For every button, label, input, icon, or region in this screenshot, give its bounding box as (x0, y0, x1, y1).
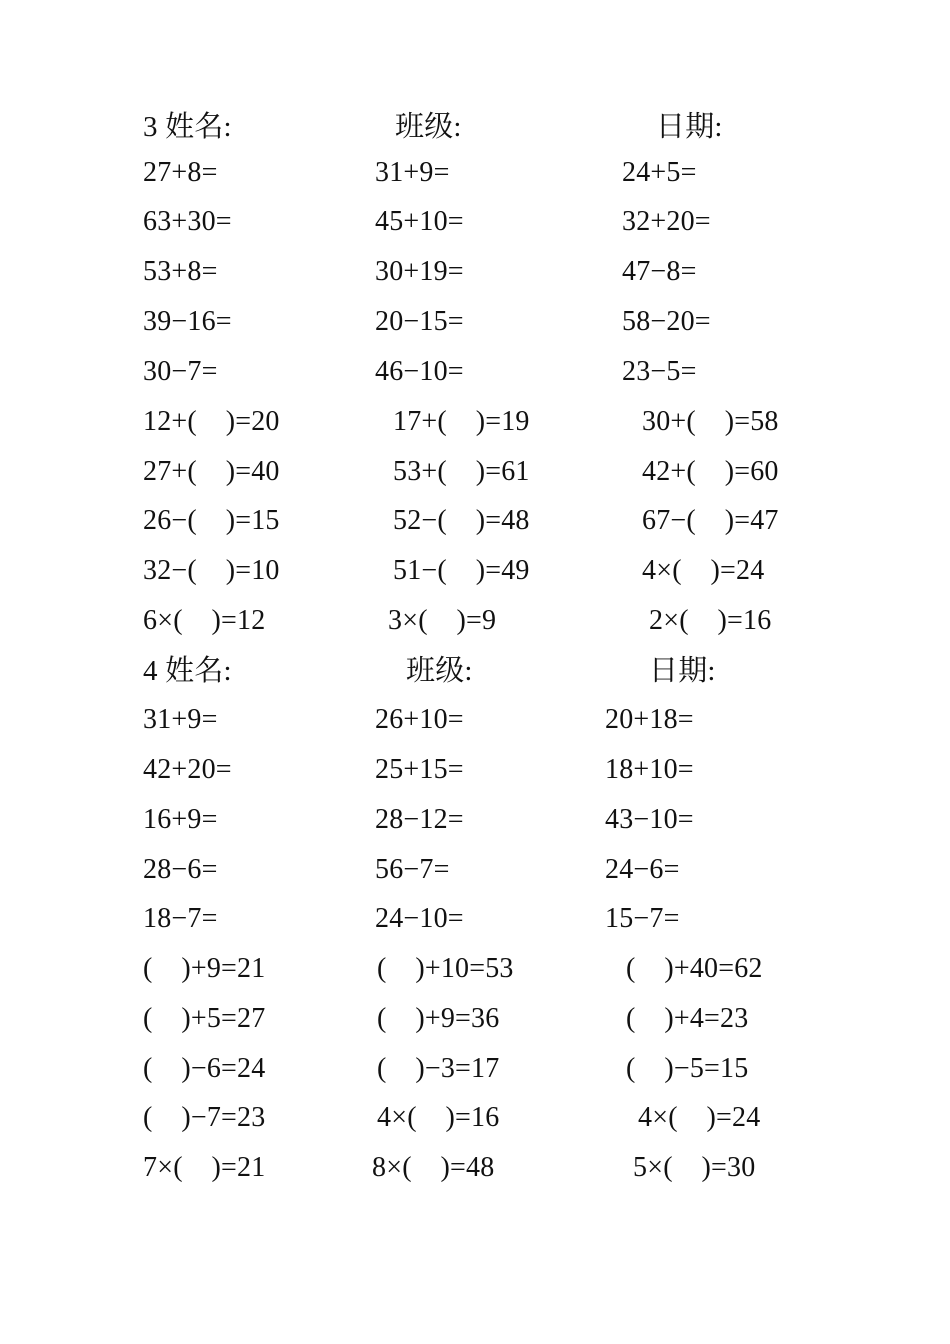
date-label: 日期: (656, 111, 723, 143)
problem-row (0, 1093, 950, 1143)
section-4-header (0, 646, 950, 696)
problem: 17+( )=19 (393, 406, 530, 437)
problem: 15−7= (605, 903, 680, 934)
problem: ( )+9=21 (143, 953, 266, 984)
problem-row (0, 297, 950, 347)
problem-row (0, 596, 950, 646)
problem: 28−12= (375, 804, 464, 835)
problem: 52−( )=48 (393, 505, 530, 536)
problem: 27+8= (143, 157, 218, 188)
section-3-header (0, 102, 950, 152)
problem: 26−( )=15 (143, 505, 280, 536)
problem: ( )−6=24 (143, 1053, 266, 1084)
problem: 3×( )=9 (388, 605, 497, 636)
problem: 43−10= (605, 804, 694, 835)
problem: 53+( )=61 (393, 456, 530, 487)
problem-row (0, 745, 950, 795)
problem: 24+5= (622, 157, 697, 188)
problem: 30+( )=58 (642, 406, 779, 437)
problem: 6×( )=12 (143, 605, 266, 636)
problem: 39−16= (143, 306, 232, 337)
problem-row (0, 1044, 950, 1094)
problem: 45+10= (375, 206, 464, 237)
problem: ( )+4=23 (626, 1003, 749, 1034)
problem: 30−7= (143, 356, 218, 387)
problem-row (0, 944, 950, 994)
problem-row (0, 795, 950, 845)
problem: ( )−5=15 (626, 1053, 749, 1084)
problem: 20−15= (375, 306, 464, 337)
problem: 4×( )=24 (638, 1102, 761, 1133)
problem: 31+9= (143, 704, 218, 735)
problem: 18+10= (605, 754, 694, 785)
problem: 27+( )=40 (143, 456, 280, 487)
problem: 23−5= (622, 356, 697, 387)
problem: 4×( )=24 (642, 555, 765, 586)
problem: 16+9= (143, 804, 218, 835)
problem-row (0, 546, 950, 596)
problem: 32+20= (622, 206, 711, 237)
problem-row (0, 695, 950, 745)
name-label: 3 姓名: (143, 111, 232, 143)
problem: 26+10= (375, 704, 464, 735)
date-label: 日期: (649, 655, 716, 687)
problem-row (0, 397, 950, 447)
problem: 24−10= (375, 903, 464, 934)
problem-row (0, 247, 950, 297)
problem: 20+18= (605, 704, 694, 735)
problem: 12+( )=20 (143, 406, 280, 437)
problem-row (0, 148, 950, 198)
problem: 53+8= (143, 256, 218, 287)
problem: 2×( )=16 (649, 605, 772, 636)
problem: 58−20= (622, 306, 711, 337)
problem: 46−10= (375, 356, 464, 387)
problem-row (0, 845, 950, 895)
class-label: 班级: (395, 111, 462, 143)
name-label: 4 姓名: (143, 655, 232, 687)
problem-row (0, 347, 950, 397)
problem-row (0, 894, 950, 944)
problem: 5×( )=30 (633, 1152, 756, 1183)
problem: 42+( )=60 (642, 456, 779, 487)
problem: 63+30= (143, 206, 232, 237)
problem: 24−6= (605, 854, 680, 885)
problem: 18−7= (143, 903, 218, 934)
problem: ( )−3=17 (377, 1053, 500, 1084)
problem: 28−6= (143, 854, 218, 885)
problem: 42+20= (143, 754, 232, 785)
problem-row (0, 197, 950, 247)
problem: 31+9= (375, 157, 450, 188)
problem: ( )+9=36 (377, 1003, 500, 1034)
problem: 25+15= (375, 754, 464, 785)
problem: 4×( )=16 (377, 1102, 500, 1133)
problem-row (0, 496, 950, 546)
problem-row (0, 447, 950, 497)
problem-row (0, 1143, 950, 1193)
problem: 51−( )=49 (393, 555, 530, 586)
class-label: 班级: (406, 655, 473, 687)
problem: 56−7= (375, 854, 450, 885)
problem: ( )+5=27 (143, 1003, 266, 1034)
problem: ( )+40=62 (626, 953, 763, 984)
problem: 30+19= (375, 256, 464, 287)
problem: 47−8= (622, 256, 697, 287)
problem: 32−( )=10 (143, 555, 280, 586)
problem-row (0, 994, 950, 1044)
problem: ( )+10=53 (377, 953, 514, 984)
problem: ( )−7=23 (143, 1102, 266, 1133)
problem: 7×( )=21 (143, 1152, 266, 1183)
problem: 8×( )=48 (372, 1152, 495, 1183)
problem: 67−( )=47 (642, 505, 779, 536)
